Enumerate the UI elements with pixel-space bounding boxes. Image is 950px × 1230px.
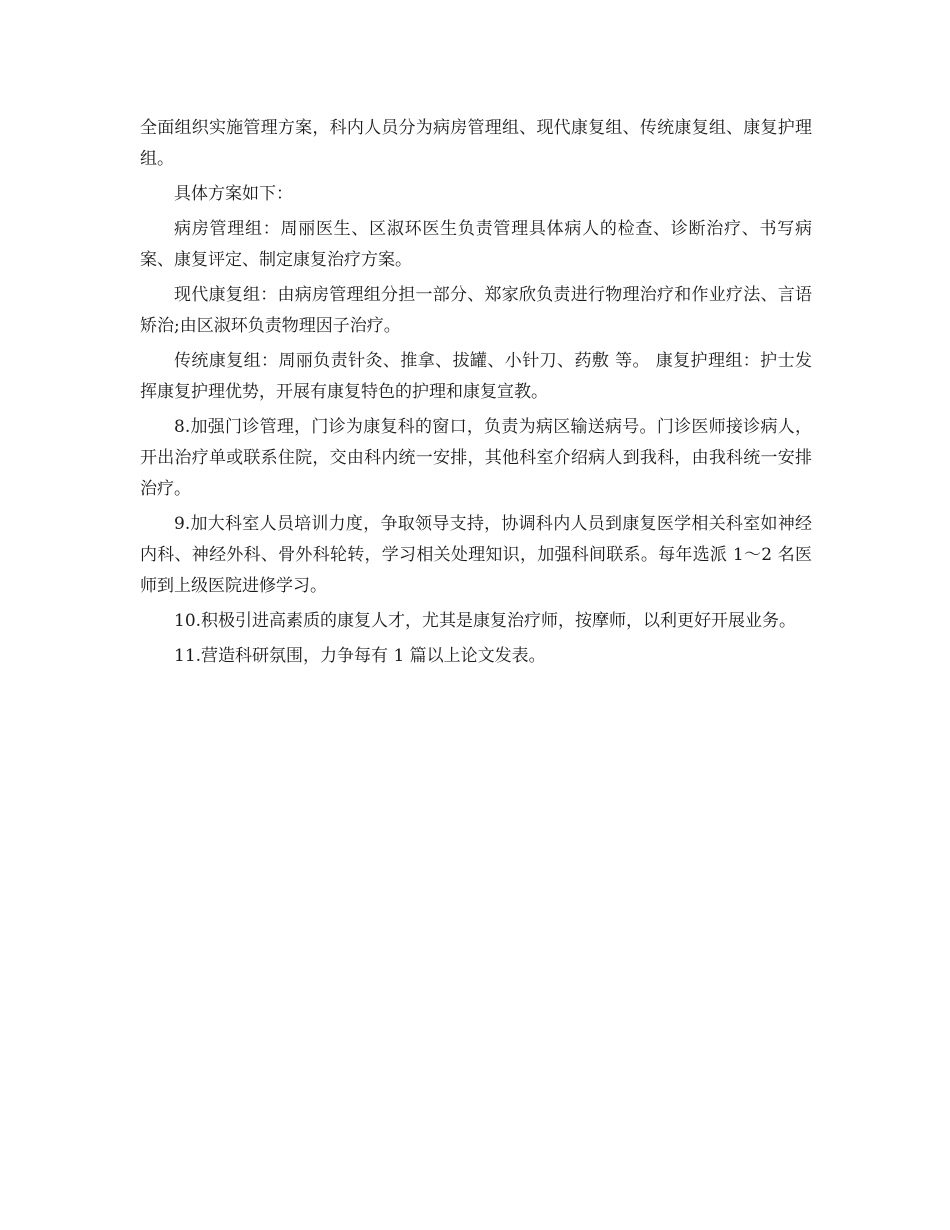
paragraph: 10.积极引进高素质的康复人才，尤其是康复治疗师，按摩师，以利更好开展业务。 [174,611,797,631]
paragraph: 传统康复组：周丽负责针灸、推拿、拔罐、小针刀、药敷 等。 康复护理组：护士发挥康复护理优势，开展有康复特色的护理和康复宣教。 [140,351,812,402]
paragraph: 病房管理组：周丽医生、区淑环医生负责管理具体病人的检查、诊断治疗、书写病案、康复评定、制定康复治疗方案。 [140,219,812,270]
paragraph: 现代康复组：由病房管理组分担一部分、郑家欣负责进行物理治疗和作业疗法、言语矫治;由区淑环负责物理因子治疗。 [140,285,812,336]
paragraph: 全面组织实施管理方案，科内人员分为病房管理组、现代康复组、传统康复组、康复护理组。 [140,118,812,169]
paragraph: 11.营造科研氛围，力争每有 1 篇以上论文发表。 [174,646,546,666]
paragraph: 9.加大科室人员培训力度，争取领导支持，协调科内人员到康复医学相关科室如神经内科、神经外科、骨外科轮转，学习相关处理知识，加强科间联系。每年选派 1～2 名医师到上级医院进修学习。 [140,514,812,596]
document-body [140,113,812,676]
paragraph: 8.加强门诊管理，门诊为康复科的窗口，负责为病区输送病号。门诊医师接诊病人，开出治疗单或联系住院，交由科内统一安排，其他科室介绍病人到我科，由我科统一安排治疗。 [140,417,812,499]
paragraph: 具体方案如下： [174,184,293,204]
